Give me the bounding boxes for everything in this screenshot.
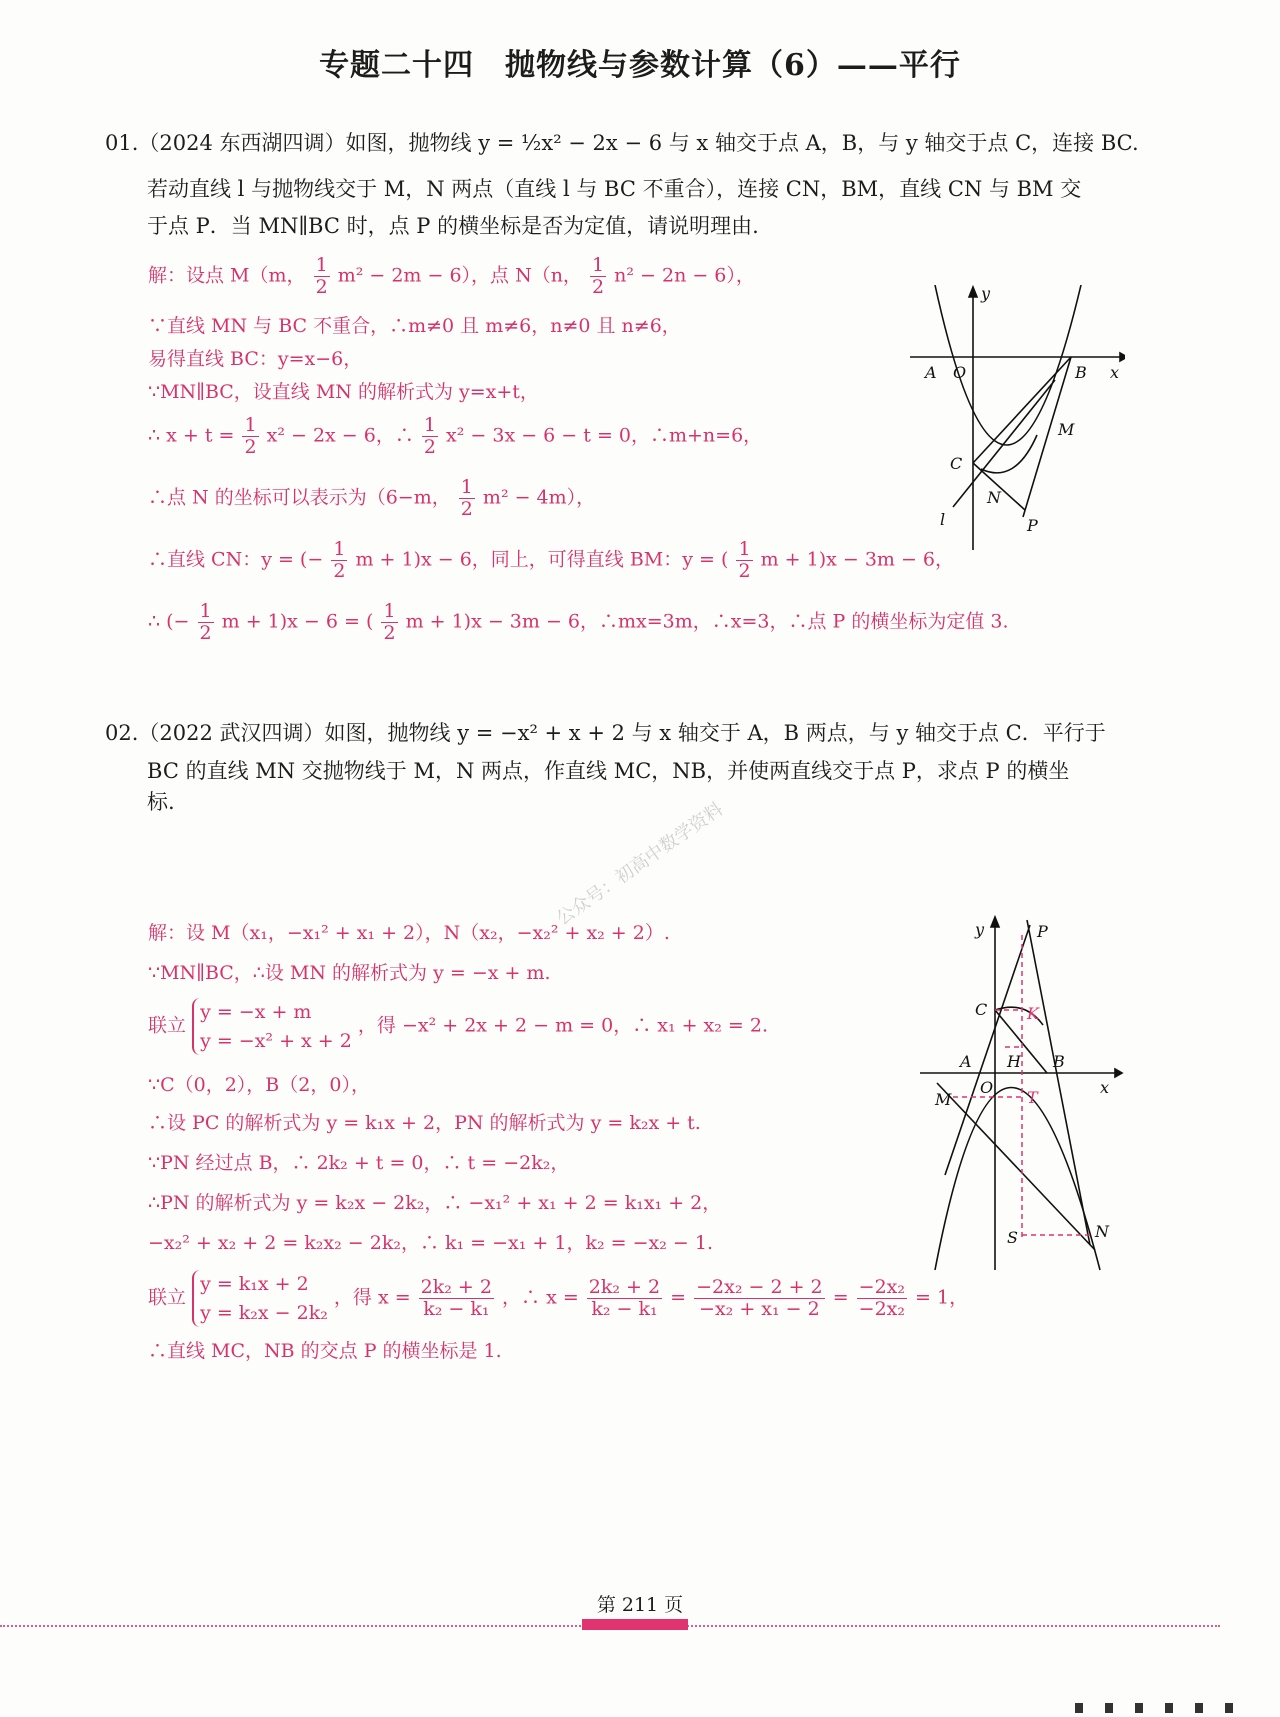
q1-line-3: 于点 P．当 MN∥BC 时，点 P 的横坐标是否为定值，请说明理由. (147, 214, 759, 238)
q1-sol-line-5 (148, 415, 762, 458)
fraction (694, 1277, 825, 1320)
q2-line-2: BC 的直线 MN 交抛物线于 M，N 两点，作直线 MC，NB，并使两直线交于点 P，求点 P 的横坐 (147, 758, 1070, 783)
q2-figure (915, 915, 1125, 1275)
mark (1075, 1703, 1083, 1713)
den: k₂ − k₁ (591, 1298, 658, 1320)
text: ∴点 N 的坐标可以表示为（6−m， (148, 486, 451, 509)
den: 2 (460, 497, 473, 520)
label-l: l (940, 510, 946, 529)
fraction (422, 415, 438, 458)
text: = (832, 1286, 849, 1309)
footer-accent-bar (582, 1619, 688, 1630)
text: m + 1)x − 3m − 6，∴mx=3m，∴x=3，∴点 P 的横坐标为定值 3. (405, 610, 1009, 633)
label-a: A (925, 363, 937, 382)
fraction (459, 477, 475, 520)
page-number: 第 211 页 (596, 1594, 684, 1616)
label-y: y (975, 920, 985, 939)
system-brace (192, 998, 352, 1055)
den: 2 (199, 621, 212, 644)
question-2 (105, 718, 1175, 819)
text: m² − 4m）， (482, 486, 596, 509)
fraction (314, 255, 330, 298)
label-n: N (987, 488, 1001, 507)
mark (1105, 1703, 1113, 1713)
text: x² − 2x − 6，∴ (266, 424, 414, 447)
fraction (590, 255, 606, 298)
system-brace (192, 1270, 328, 1327)
text: ∴ x + t = (148, 424, 235, 447)
text: ，得 −x² + 2x + 2 − m = 0，∴ x₁ + x₂ = 2. (357, 1014, 769, 1037)
label-h: H (1007, 1052, 1021, 1071)
line-mn (937, 1083, 1095, 1250)
q2-line-1: 02.（2022 武汉四调）如图，抛物线 y = −x² + x + 2 与 x 轴交于 A，B 两点，与 y 轴交于点 C．平行于 (105, 721, 1106, 745)
line-bc (973, 357, 1071, 463)
q2-sol-line-9 (148, 1270, 968, 1327)
text: x² − 3x − 6 − t = 0，∴m+n=6， (446, 424, 763, 447)
q1-line-1: 01.（2024 东西湖四调）如图，抛物线 y = ½x² − 2x − 6 与 x 轴交于点 A，B，与 y 轴交于点 C，连接 BC. (105, 131, 1139, 155)
fraction (242, 415, 258, 458)
fraction (198, 601, 214, 644)
q1-sol-line-1 (148, 255, 755, 298)
text: m² − 2m − 6），点 N（n， (337, 264, 582, 287)
y-arrow (991, 917, 999, 927)
text: 联立 (148, 1014, 187, 1037)
den: 2 (738, 559, 751, 582)
num: 1 (315, 254, 328, 276)
q1-sol-line-7 (148, 539, 954, 582)
label-o: O (953, 363, 967, 382)
label-b: B (1075, 363, 1087, 382)
label-b: B (1053, 1052, 1065, 1071)
q1-sol-line-4: ∵MN∥BC，设直线 MN 的解析式为 y=x+t， (148, 381, 539, 403)
text: ∴直线 CN：y = (− (148, 548, 324, 571)
label-a: A (960, 1052, 972, 1071)
q2-sol-line-3 (148, 998, 768, 1055)
mark (1165, 1703, 1173, 1713)
q2-solution (148, 920, 969, 1400)
label-x: x (1110, 363, 1120, 382)
q2-sol-line-4: ∵C（0，2），B（2，0）， (148, 1074, 370, 1096)
num: 1 (383, 600, 396, 622)
fraction (419, 1277, 494, 1320)
q1-sol-line-6 (148, 477, 595, 520)
label-c: C (975, 1000, 988, 1019)
num: 1 (460, 476, 473, 498)
label-n: N (1095, 1222, 1109, 1241)
q2-sol-line-6: ∵PN 经过点 B，∴ 2k₂ + t = 0，∴ t = −2k₂， (148, 1152, 570, 1174)
num: 1 (333, 538, 346, 560)
den: 2 (423, 435, 436, 458)
num: 1 (423, 414, 436, 436)
crop-marks (1075, 1698, 1255, 1708)
mark (1225, 1703, 1233, 1713)
mark (1135, 1703, 1143, 1713)
q2-sol-line-8: −x₂² + x₂ + 2 = k₂x₂ − 2k₂，∴ k₁ = −x₁ + 1，k₂ = −x₂ − 1. (148, 1232, 713, 1254)
label-m: M (935, 1090, 952, 1109)
fraction (857, 1277, 907, 1320)
mark (1195, 1703, 1203, 1713)
text: m + 1)x − 6 = ( (221, 610, 374, 633)
watermark: 公众号：初高中数学资料 (552, 798, 727, 930)
x-arrow (1120, 353, 1125, 361)
label-t: T (1027, 1088, 1038, 1107)
q2-sol-line-1: 解：设 M（x₁，−x₁² + x₁ + 2），N（x₂，−x₂² + x₂ + 2）. (148, 922, 670, 944)
eq: y = −x + m (200, 1001, 312, 1023)
text: ，∴ x = (502, 1286, 579, 1309)
text: = 1， (915, 1286, 969, 1309)
den: −2x₂ (858, 1298, 905, 1320)
text: 联立 (148, 1286, 187, 1309)
line-nb (1027, 920, 1090, 1245)
text: ，得 x = (333, 1286, 411, 1309)
label-c: C (950, 454, 963, 473)
q2-sol-line-2: ∵MN∥BC，∴设 MN 的解析式为 y = −x + m. (148, 962, 551, 984)
label-p: P (1037, 922, 1048, 941)
label-y: y (981, 285, 991, 303)
num: 1 (591, 254, 605, 276)
label-o: O (980, 1078, 994, 1097)
den: k₂ − k₁ (423, 1298, 490, 1320)
num: 2k₂ + 2 (420, 1276, 492, 1299)
eq: y = −x² + x + 2 (200, 1029, 352, 1052)
den: 2 (591, 275, 605, 298)
q2-sol-line-5: ∴设 PC 的解析式为 y = k₁x + 2，PN 的解析式为 y = k₂x + t. (148, 1112, 701, 1134)
num: 1 (244, 414, 257, 436)
page-title: 专题二十四 抛物线与参数计算（6）——平行 (319, 48, 961, 83)
num: 1 (738, 538, 751, 560)
q2-sol-line-7: ∴PN 的解析式为 y = k₂x − 2k₂，∴ −x₁² + x₁ + 2 = k₁x₁ + 2， (148, 1192, 722, 1214)
text: ∴ (− (148, 610, 190, 633)
text: m + 1)x − 6，同上，可得直线 BM：y = ( (355, 548, 729, 571)
question-1 (105, 128, 1175, 243)
fraction (381, 601, 397, 644)
fraction (331, 539, 347, 582)
q1-sol-line-3: 易得直线 BC：y=x−6， (148, 348, 363, 370)
fraction (736, 539, 752, 582)
num: −2x₂ (858, 1276, 905, 1299)
label-x: x (1100, 1078, 1110, 1097)
text: = (670, 1286, 687, 1309)
den: 2 (315, 275, 328, 298)
text: 解：设点 M（m， (148, 264, 306, 287)
text: n² − 2n − 6）， (614, 264, 755, 287)
q1-sol-line-2: ∵直线 MN 与 BC 不重合，∴m≠0 且 m≠6，n≠0 且 n≠6， (148, 315, 681, 337)
q1-solution (148, 254, 1009, 655)
q1-line-2: 若动直线 l 与抛物线交于 M，N 两点（直线 l 与 BC 不重合），连接 CN，BM，直线 CN 与 BM 交 (147, 176, 1082, 201)
den: 2 (244, 435, 257, 458)
eq: y = k₂x − 2k₂ (200, 1301, 328, 1324)
num: −2x₂ − 2 + 2 (696, 1276, 823, 1299)
q2-sol-line-10: ∴直线 MC，NB 的交点 P 的横坐标是 1. (148, 1340, 502, 1362)
x-arrow (1115, 1069, 1122, 1077)
q1-figure (905, 285, 1125, 555)
label-p: P (1027, 516, 1038, 535)
label-s: S (1007, 1228, 1018, 1247)
label-k: K (1027, 1004, 1039, 1023)
q1-sol-line-8 (148, 601, 1009, 644)
label-m: M (1058, 420, 1075, 439)
den: −x₂ + x₁ − 2 (699, 1298, 820, 1320)
num: 2k₂ + 2 (588, 1276, 661, 1299)
num: 1 (199, 600, 212, 622)
den: 2 (383, 621, 396, 644)
eq: y = k₁x + 2 (200, 1273, 309, 1295)
curve-part (981, 435, 1037, 473)
y-arrow (969, 287, 977, 297)
text: m + 1)x − 3m − 6， (760, 548, 955, 571)
fraction (587, 1277, 662, 1320)
den: 2 (333, 559, 346, 582)
q2-line-3: 标. (147, 790, 175, 814)
